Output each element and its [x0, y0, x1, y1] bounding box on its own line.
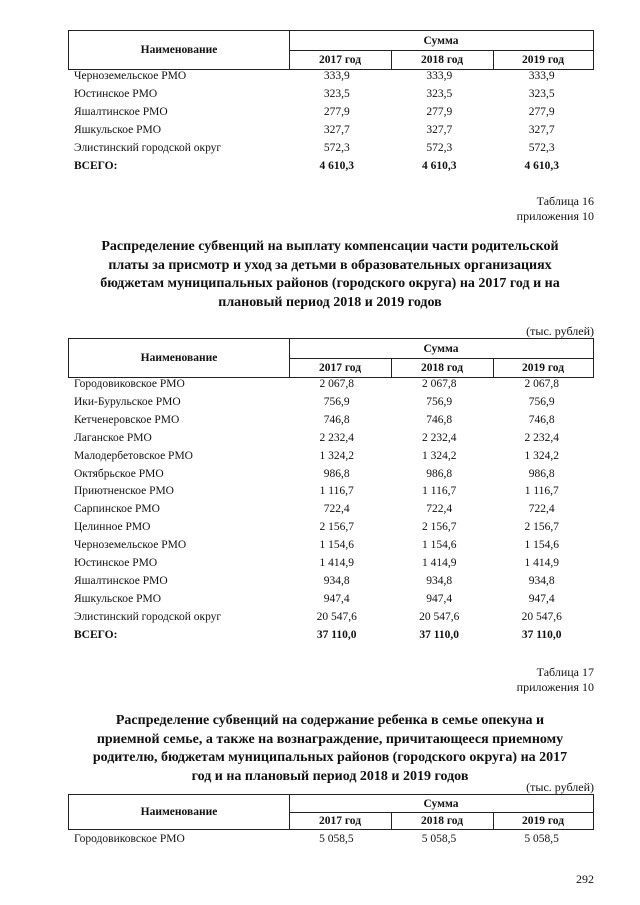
municipality-name: ВСЕГО: [74, 159, 118, 172]
table-row [68, 573, 593, 591]
value-2018: 722,4 [426, 503, 453, 516]
table17-units: (тыс. рублей) [526, 780, 594, 794]
table-row [68, 609, 593, 627]
table1-header-name: Наименование [69, 31, 290, 69]
value-2018: 756,9 [426, 395, 453, 408]
table16-header [68, 338, 594, 378]
value-2019: 1 154,6 [524, 539, 559, 552]
value-2017: 323,5 [323, 87, 350, 100]
table-row [68, 86, 593, 104]
value-2017: 2 232,4 [319, 431, 354, 444]
value-2018: 1 324,2 [421, 449, 457, 462]
municipality-name: Приютненское РМО [74, 485, 174, 498]
table17-title-line: родителю, бюджетам муниципальных районов (городского округа) на 2017 [92, 750, 568, 765]
value-2017: 756,9 [323, 395, 350, 408]
value-2018: 327,7 [426, 123, 453, 136]
municipality-name: Лаганское РМО [74, 431, 152, 444]
value-2019: 1 414,9 [524, 557, 559, 570]
table16-title-line: Распределение субвенций на выплату компенсации части родительской [101, 239, 559, 254]
table16-header-name: Наименование [69, 339, 290, 377]
value-2018: 333,9 [426, 70, 453, 82]
table16-header-year-2017: 2017 год [289, 358, 392, 377]
table-row [68, 140, 593, 158]
table-row [68, 519, 593, 537]
municipality-name: Юстинское РМО [74, 87, 158, 100]
value-2018: 37 110,0 [419, 628, 460, 641]
table-row [68, 412, 593, 430]
value-2018: 947,4 [426, 592, 453, 605]
table16-title-line: бюджетам муниципальных районов (городского округа) на 2017 год и на [100, 276, 560, 291]
table16 [68, 376, 593, 645]
table16-body [68, 376, 593, 645]
value-2018: 5 058,5 [421, 833, 457, 845]
value-2017: 4 610,3 [319, 159, 355, 172]
value-2019: 722,4 [528, 503, 555, 516]
value-2018: 746,8 [426, 413, 453, 426]
municipality-name: Сарпинское РМО [74, 503, 160, 516]
table17-title-line: год и на плановый период 2018 и 2019 годов [191, 768, 469, 784]
value-2019: 1 116,7 [524, 485, 559, 498]
total-row [68, 158, 593, 176]
table17-title-line: Распределение субвенций на содержание ребенка в семье опекуна и [115, 713, 545, 728]
table-row [68, 501, 593, 519]
table1-header-sum: Сумма [289, 31, 593, 51]
value-2019: 2 067,8 [524, 378, 559, 390]
value-2019: 947,4 [528, 592, 555, 605]
value-2019: 4 610,3 [524, 159, 559, 172]
value-2017: 1 414,9 [319, 557, 354, 570]
table1 [68, 68, 593, 175]
municipality-name: Яшалтинское РМО [74, 574, 168, 587]
value-2019: 756,9 [528, 395, 555, 408]
value-2018: 4 610,3 [422, 159, 457, 172]
value-2017: 2 156,7 [319, 521, 354, 534]
table16-appendix: приложения 10 [516, 209, 594, 223]
municipality-name: Кетченеровское РМО [74, 413, 180, 426]
value-2017: 572,3 [323, 141, 350, 154]
value-2018: 277,9 [426, 105, 453, 118]
value-2019: 37 110,0 [521, 628, 562, 641]
value-2017: 20 547,6 [316, 610, 357, 623]
table-row [68, 68, 593, 86]
table-row [68, 394, 593, 412]
value-2017: 934,8 [323, 574, 350, 587]
value-2019: 572,3 [528, 141, 555, 154]
municipality-name: Черноземельское РМО [74, 70, 187, 82]
table1-header-year-2017: 2017 год [289, 50, 392, 69]
table17 [68, 831, 593, 849]
value-2017: 1 324,2 [319, 449, 354, 462]
table-row [68, 831, 593, 849]
value-2019: 746,8 [528, 413, 555, 426]
table-row [68, 122, 593, 140]
table16-header-sum: Сумма [289, 339, 593, 359]
table1-header-year-2019: 2019 год [521, 53, 565, 66]
table17-header-name: Наименование [69, 795, 290, 829]
page-number: 292 [576, 872, 594, 886]
municipality-name: Яшкульское РМО [74, 592, 162, 605]
value-2019: 986,8 [528, 467, 555, 480]
table16-label-block [517, 194, 594, 224]
table17-header-year-2018: 2018 год [391, 812, 494, 829]
value-2019: 277,9 [528, 105, 555, 118]
value-2018: 20 547,6 [419, 610, 460, 623]
value-2019: 323,5 [528, 87, 555, 100]
value-2017: 37 110,0 [316, 628, 357, 641]
value-2018: 2 156,7 [421, 521, 457, 534]
value-2018: 1 154,6 [421, 539, 457, 552]
table1-header-year-2018: 2018 год [391, 50, 494, 69]
value-2019: 327,7 [528, 123, 555, 136]
municipality-name: Малодербетовское РМО [74, 449, 193, 462]
value-2018: 323,5 [426, 87, 453, 100]
value-2018: 572,3 [426, 141, 453, 154]
value-2017: 333,9 [323, 70, 350, 82]
municipality-name: Яшкульское РМО [74, 123, 162, 136]
table-row [68, 376, 593, 394]
table17-header [68, 794, 594, 830]
table1-header [68, 30, 594, 70]
table16-title-line: плановый период 2018 и 2019 годов [218, 294, 442, 310]
value-2018: 2 232,4 [421, 431, 457, 444]
table-row [68, 483, 593, 501]
table-row [68, 466, 593, 484]
value-2019: 934,8 [528, 574, 555, 587]
table-row [68, 537, 593, 555]
table17-body [68, 831, 593, 849]
municipality-name: ВСЕГО: [74, 628, 118, 641]
total-row [68, 627, 593, 645]
table17-label-block [517, 665, 594, 695]
value-2017: 5 058,5 [319, 833, 354, 845]
value-2017: 327,7 [323, 123, 350, 136]
municipality-name: Октябрьское РМО [74, 467, 164, 480]
municipality-name: Яшалтинское РМО [74, 105, 168, 118]
table1-body [68, 68, 593, 175]
table16-title [70, 238, 590, 312]
table-row [68, 430, 593, 448]
value-2018: 986,8 [426, 467, 453, 480]
table16-header-year-2019: 2019 год [521, 361, 565, 374]
value-2019: 1 324,2 [524, 449, 559, 462]
value-2017: 2 067,8 [319, 378, 354, 390]
table16-units: (тыс. рублей) [526, 324, 594, 338]
table17-appendix: приложения 10 [516, 680, 594, 694]
value-2018: 1 414,9 [421, 557, 457, 570]
table-row [68, 104, 593, 122]
table16-title-line: платы за присмотр и уход за детьми в образовательных организациях [108, 257, 552, 273]
table17-header-sum: Сумма [289, 795, 593, 813]
value-2019: 2 156,7 [524, 521, 559, 534]
table17-header-year-2019: 2019 год [521, 814, 565, 827]
municipality-name: Ики-Бурульское РМО [74, 395, 181, 408]
table-row [68, 555, 593, 573]
table-row [68, 591, 593, 609]
table17-number: Таблица 17 [536, 665, 594, 679]
table17-title [70, 712, 590, 786]
value-2017: 746,8 [323, 413, 350, 426]
table-row [68, 448, 593, 466]
value-2017: 277,9 [323, 105, 350, 118]
value-2017: 986,8 [323, 467, 350, 480]
value-2017: 947,4 [323, 592, 350, 605]
value-2017: 1 154,6 [319, 539, 354, 552]
value-2018: 2 067,8 [421, 378, 457, 390]
table17-header-year-2017: 2017 год [289, 812, 392, 829]
municipality-name: Городовиковское РМО [74, 833, 185, 845]
municipality-name: Городовиковское РМО [74, 378, 185, 390]
value-2019: 2 232,4 [524, 431, 559, 444]
municipality-name: Юстинское РМО [74, 557, 158, 570]
municipality-name: Элистинский городской округ [74, 610, 222, 623]
value-2017: 1 116,7 [319, 485, 354, 498]
table16-number: Таблица 16 [536, 194, 594, 208]
value-2019: 20 547,6 [521, 610, 562, 623]
table16-header-year-2018: 2018 год [391, 358, 494, 377]
value-2019: 333,9 [528, 70, 555, 82]
value-2017: 722,4 [323, 503, 350, 516]
value-2018: 1 116,7 [422, 485, 457, 498]
municipality-name: Черноземельское РМО [74, 539, 187, 552]
value-2019: 5 058,5 [524, 833, 559, 845]
municipality-name: Элистинский городской округ [74, 141, 222, 154]
municipality-name: Целинное РМО [74, 521, 151, 534]
value-2018: 934,8 [426, 574, 453, 587]
table17-title-line: приемной семье, а также на вознаграждение, причитающееся приемному [96, 731, 564, 747]
